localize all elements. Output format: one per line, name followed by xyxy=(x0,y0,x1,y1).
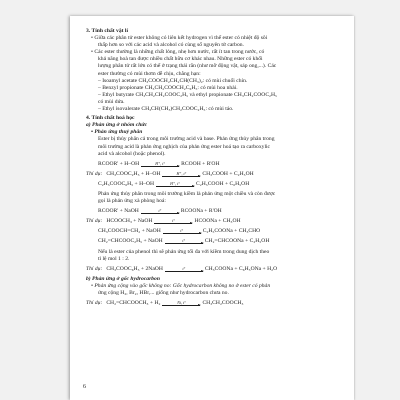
equation-line xyxy=(86,181,344,188)
reaction-arrow-icon xyxy=(165,267,203,272)
reaction-arrow-icon xyxy=(156,182,194,187)
reaction-condition: t° xyxy=(158,208,162,214)
equation-reactants: CH₂=CHCOOCH₃ + H₂ xyxy=(106,300,161,307)
equation-products: CH₃CH₂COOCH₃ xyxy=(202,300,244,307)
reaction-arrow-icon xyxy=(141,162,179,167)
equation-reactants: CH₃COOC₆H₅ + 2NaOH xyxy=(106,265,163,272)
equation-products: HCOONa + CH₃OH xyxy=(194,218,241,225)
equation-reactants: CH₃COOCH=CH₂ + NaOH xyxy=(98,228,161,235)
equation-line xyxy=(86,218,344,225)
equation-line xyxy=(86,266,344,273)
example-label: Thí dụ: xyxy=(86,265,103,272)
equation-products: CH₃COOH + C₂H₅OH xyxy=(202,170,254,177)
reaction-condition: t° xyxy=(182,238,186,244)
equation-line xyxy=(86,300,344,307)
text-line: Phản ứng thủy phân trong môi trường kiềm là phản ứng một chiều và còn được xyxy=(98,190,276,197)
reaction-arrow-icon xyxy=(154,219,192,224)
text-line: acid và alcohol (hoặc phenol). xyxy=(98,150,166,157)
text-line: gọi là phản ứng xà phòng hoá: xyxy=(98,198,166,205)
equation-products: CH₂=CHCOONa + C₂H₅OH xyxy=(204,238,270,245)
text-line: môi trường acid là phản ứng nghịch của phản ứng ester hoá tạo ra carboxylic xyxy=(98,143,271,150)
text-line: • Phản ứng cộng vào gốc không no: Gốc hydrocarbon không no ở ester có phản xyxy=(91,282,271,289)
reaction-arrow-icon xyxy=(162,301,200,306)
equation-line xyxy=(86,238,344,245)
equation-reactants: RCOOR' + H–OH xyxy=(98,160,140,167)
book-page xyxy=(70,16,354,400)
reaction-arrow-icon xyxy=(162,172,200,177)
text-line: thấp hơn so với các acid và alcohol có cùng số nguyên tử carbon. xyxy=(98,42,244,49)
section-heading: • Phản ứng thuỷ phân xyxy=(91,129,143,136)
equation-line xyxy=(86,171,344,178)
text-line: – Ethyl isovalerate CH₃CH(CH₃)CH₂COOC₂H₅: có mùi táo. xyxy=(98,106,234,113)
example-label: Thí dụ: xyxy=(86,170,103,177)
text-line: khả năng hoà tan được nhiều chất hữu cơ khác nhau. Những ester có khối xyxy=(98,56,263,63)
equation-products: C₂H₅COOH + C₆H₅OH xyxy=(196,180,250,187)
text-line: lượng phân tử rất lớn có thể ở trạng thái rắn (như mỡ động vật, sáp ong,...). Các xyxy=(98,63,277,70)
reaction-condition: H⁺, t° xyxy=(155,160,166,166)
text-line: Ester bị thủy phân cả trong môi trường acid và base. Phản ứng thủy phân trong xyxy=(98,136,275,143)
text-line: có mùi dứa. xyxy=(98,98,125,105)
text-line: tỉ lệ mol 1 : 2. xyxy=(98,255,130,262)
text-line: ứng cộng H₂, Br₂, HBr,... giống như hydrocarbon chưa no. xyxy=(98,290,229,296)
equation-reactants: HCOOCH₃ + NaOH xyxy=(106,218,153,225)
equation-reactants: RCOOR' + NaOH xyxy=(98,208,139,215)
equation-products: CH₃COONa + C₆H₅ONa + H₂O xyxy=(204,265,278,272)
equation-products: RCOOH + R'OH xyxy=(181,160,220,167)
reaction-condition: H⁺, t° xyxy=(176,170,187,176)
section-heading: 3. Tính chất vật lí xyxy=(86,28,129,34)
reaction-arrow-icon xyxy=(141,209,179,214)
reaction-condition: t° xyxy=(182,265,186,271)
reaction-arrow-icon xyxy=(163,229,201,234)
reaction-condition: t° xyxy=(180,228,184,234)
text-line: – Ethyl butyrate CH₃CH₂CH₂COOC₂H₅ và ethyl propionate CH₃CH₂COOC₂H₅ xyxy=(98,91,277,98)
equation-products: RCOONa + R'OH xyxy=(180,208,222,215)
text-line: – Isoamyl acetate CH₃COOCH₂CH₂CH(CH₃)₂: có mùi chuối chín. xyxy=(98,77,248,84)
page-number: 6 xyxy=(83,384,86,390)
reaction-condition: H⁺, t° xyxy=(170,180,180,186)
example-label: Thí dụ: xyxy=(86,218,103,225)
reaction-condition: t° xyxy=(172,218,175,224)
equation-reactants: CH₂=CHCOOC₂H₅ + NaOH xyxy=(98,238,163,245)
example-label: Thí dụ: xyxy=(86,300,103,307)
section-heading: a) Phản ứng ở nhóm chức xyxy=(86,122,148,129)
text-line: – Benzyl propionate CH₃CH₂COOCH₂C₆H₅: có mùi hoa nhài. xyxy=(98,84,238,91)
reaction-arrow-icon xyxy=(165,239,203,244)
text-line: • Các ester thường là những chất lỏng, nhẹ hơn nước, rất ít tan trong nước, có xyxy=(91,49,265,56)
section-heading: 4. Tính chất hoá học xyxy=(86,115,135,122)
equation-reactants: C₂H₅COOC₆H₅ + H–OH xyxy=(98,180,155,187)
equation-products: C₂H₅COONa + CH₃CHO xyxy=(202,228,261,235)
page-content xyxy=(86,28,344,310)
text-line: Nếu là ester của phenol thì sẽ phản ứng tối đa với kiềm trong dung dịch theo xyxy=(98,248,270,255)
equation-line xyxy=(86,228,344,235)
section-heading: b) Phản ứng ở gốc hydrocarbon xyxy=(86,275,160,282)
text-line: • Giữa các phân tử ester không có liên kết hydrogen vì thế ester có nhiệt độ sôi xyxy=(91,35,268,42)
equation-line xyxy=(86,208,344,215)
equation-line xyxy=(86,161,344,168)
equation-reactants: CH₃COOC₂H₅ + H–OH xyxy=(106,170,161,177)
text-line: ester thường có mùi thơm dễ chịu, chẳng hạn: xyxy=(98,70,201,77)
reaction-condition: Ni, t° xyxy=(177,300,186,306)
